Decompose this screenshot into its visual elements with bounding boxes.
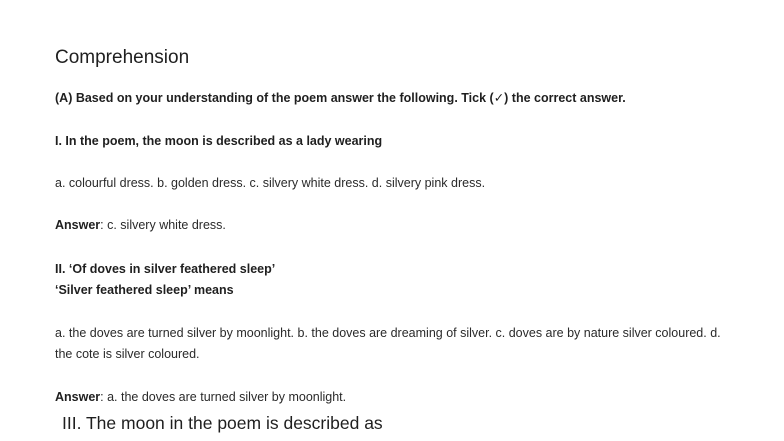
question-1-options: a. colourful dress. b. golden dress. c. silvery white dress. d. silvery pink dress.: [55, 176, 486, 190]
question-1-answer: [55, 215, 226, 236]
answer-text: : a. the doves are turned silver by moonlight.: [100, 390, 347, 404]
question-2-quote: II. ‘Of doves in silver feathered sleep’: [55, 262, 276, 276]
section-heading: Comprehension: [55, 47, 190, 68]
question-2-options: a. the doves are turned silver by moonlight. b. the doves are dreaming of silver. c. doves are by nature silver coloured. d. the cote is silver coloured.: [55, 326, 721, 361]
question-1: I. In the poem, the moon is described as a lady wearing: [55, 134, 383, 148]
answer-label: Answer: [55, 218, 101, 232]
answer-label: Answer: [55, 390, 101, 404]
answer-text: : c. silvery white dress.: [100, 218, 226, 232]
question-3: III. The moon in the poem is described as: [62, 413, 383, 433]
question-2: ‘Silver feathered sleep’ means: [55, 283, 234, 297]
section-a-instruction: (A) Based on your understanding of the poem answer the following. Tick (✓) the correct answer.: [55, 91, 626, 105]
question-2-answer: [55, 387, 346, 408]
